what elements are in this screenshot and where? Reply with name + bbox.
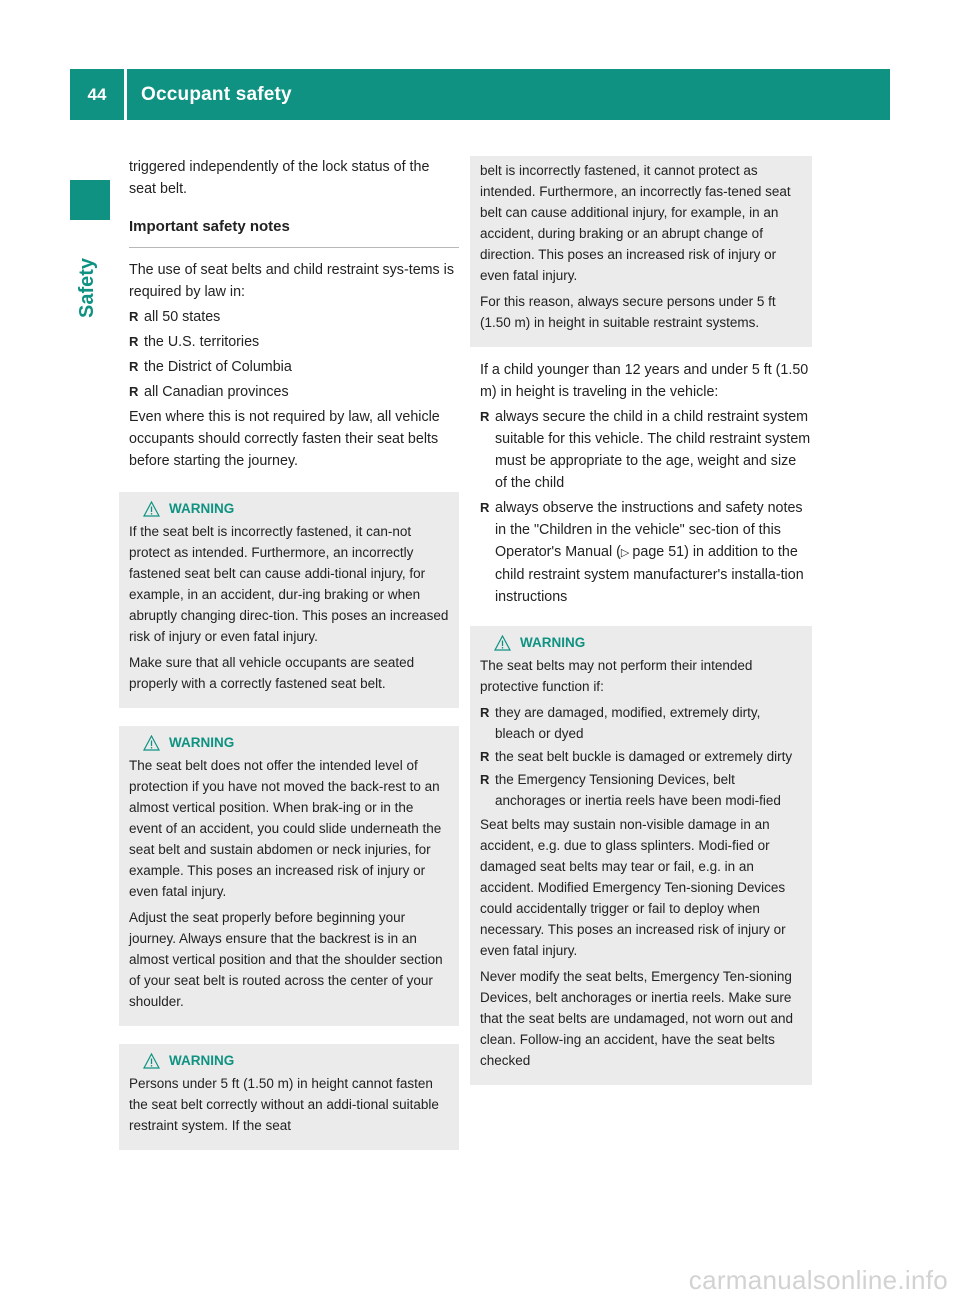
warning-text: Never modify the seat belts, Emergency Ten-sioning Devices, belt anchorages or inertia reels. Make sure that the seat belts are undamaged, not worn out and clean. Follow-ing an accident, have the seat belts checked bbox=[480, 969, 793, 1068]
section-marker bbox=[70, 180, 110, 220]
warning-text: If the seat belt is incorrectly fastened, it can-not protect as intended. Furthermore, an incorrectly fastened seat belt can cause addi-tional injury, for example, in an accident, dur-ing braking or when abruptly changing direc-tion. This poses an increased risk of injury or even fatal injury. bbox=[129, 524, 449, 644]
warning-text: Persons under 5 ft (1.50 m) in height cannot fasten the seat belt correctly without an addi-tional suitable restraint system. If the seat bbox=[129, 1076, 439, 1133]
warning-list bbox=[480, 702, 803, 811]
bullet-marker-icon: R bbox=[129, 334, 139, 349]
right-column bbox=[480, 156, 812, 1085]
warning-text: Make sure that all vehicle occupants are seated properly with a correctly fastened seat belt. bbox=[129, 655, 415, 691]
child-instruction-list bbox=[480, 406, 812, 608]
child-intro-text: If a child younger than 12 years and under 5 ft (1.50 m) in height is traveling in the vehicle: bbox=[480, 362, 809, 400]
chapter-title: Occupant safety bbox=[141, 84, 292, 105]
bullet-marker-icon: R bbox=[129, 309, 139, 324]
warning-title: WARNING bbox=[143, 732, 450, 753]
warning-title: WARNING bbox=[143, 498, 450, 519]
jurisdiction-list bbox=[129, 306, 459, 403]
page-reference-link[interactable]: page 51 bbox=[632, 544, 685, 560]
bullet-marker-icon: R bbox=[129, 359, 139, 374]
warning-box bbox=[119, 492, 459, 708]
bullet-marker-icon: R bbox=[480, 772, 490, 787]
bullet-marker-icon: R bbox=[480, 705, 490, 720]
bullet-marker-icon: R bbox=[480, 409, 490, 424]
bullet-marker-icon: R bbox=[480, 500, 490, 515]
warning-box-continued bbox=[470, 156, 812, 347]
warning-triangle-icon bbox=[143, 735, 160, 751]
list-item: R all Canadian provinces bbox=[129, 381, 459, 403]
list-item: R always observe the instructions and safety notes in the "Children in the vehicle" sec-tion of this Operator's Manual (▷ page 51) in addition to the child restraint system manufacturer's installa-tion instructions bbox=[480, 497, 812, 608]
list-item: R the seat belt buckle is damaged or extremely dirty bbox=[480, 746, 803, 767]
fasten-text: Even where this is not required by law, all vehicle occupants should correctly fasten their seat belts before starting the journey. bbox=[129, 409, 440, 469]
intro-text: triggered independently of the lock status of the seat belt. bbox=[129, 159, 430, 197]
warning-text: Adjust the seat properly before beginning your journey. Always ensure that the backrest is in an almost vertical position and that the shoulder section of your seat belt is routed across the center of your shoulder. bbox=[129, 910, 443, 1009]
warning-text: For this reason, always secure persons under 5 ft (1.50 m) in height in suitable restraint systems. bbox=[480, 294, 776, 330]
warning-text: The seat belts may not perform their intended protective function if: bbox=[480, 658, 753, 694]
warning-title: WARNING bbox=[494, 632, 803, 653]
list-item: R they are damaged, modified, extremely dirty, bleach or dyed bbox=[480, 702, 803, 744]
page-number: 44 bbox=[87, 85, 107, 104]
warning-text: The seat belt does not offer the intended level of protection if you have not moved the back-rest to an almost vertical position. When brak-ing or in the event of an accident, you could slide underneath the seat belt and sustain abdomen or neck injuries, for example. This poses an increased risk of injury or even fatal injury. bbox=[129, 758, 442, 899]
list-item: R the Emergency Tensioning Devices, belt anchorages or inertia reels have been modi-fied bbox=[480, 769, 803, 811]
left-column bbox=[129, 156, 459, 1150]
warning-triangle-icon bbox=[143, 1053, 160, 1069]
list-item: R always secure the child in a child restraint system suitable for this vehicle. The child restraint system must be appropriate to the age, weight and size of the child bbox=[480, 406, 812, 494]
warning-triangle-icon bbox=[143, 501, 160, 517]
warning-text: belt is incorrectly fastened, it cannot protect as intended. Furthermore, an incorrectly fas-tened seat belt can cause additional injury, for example, in an accident, during braking or an abrupt change of direction. This poses an increased risk of injury or even fatal injury. bbox=[480, 163, 791, 283]
page-reference-arrow-icon: ▷ bbox=[620, 547, 633, 559]
header-divider bbox=[124, 69, 127, 120]
list-item: R the District of Columbia bbox=[129, 356, 459, 378]
watermark: carmanualsonline.info bbox=[688, 1265, 948, 1295]
bullet-marker-icon: R bbox=[129, 384, 139, 399]
warning-title: WARNING bbox=[143, 1050, 450, 1071]
list-item: R all 50 states bbox=[129, 306, 459, 328]
warning-triangle-icon bbox=[494, 635, 511, 651]
section-heading: Important safety notes bbox=[129, 216, 459, 248]
warning-box bbox=[119, 726, 459, 1026]
law-intro-text: The use of seat belts and child restraint sys-tems is required by law in: bbox=[129, 262, 454, 300]
warning-box bbox=[119, 1044, 459, 1150]
warning-text: Seat belts may sustain non-visible damage in an accident, e.g. due to glass splinters. Modi-fied or damaged seat belts may tear or fail, e.g. in an accident. Modified Emergency Ten-sioning Devices could accidentally trigger or fail to deploy when necessary. This poses an increased risk of injury or even fatal injury. bbox=[480, 817, 786, 958]
warning-box bbox=[470, 626, 812, 1085]
bullet-marker-icon: R bbox=[480, 749, 490, 764]
section-label: Safety bbox=[76, 257, 98, 318]
list-item: R the U.S. territories bbox=[129, 331, 459, 353]
